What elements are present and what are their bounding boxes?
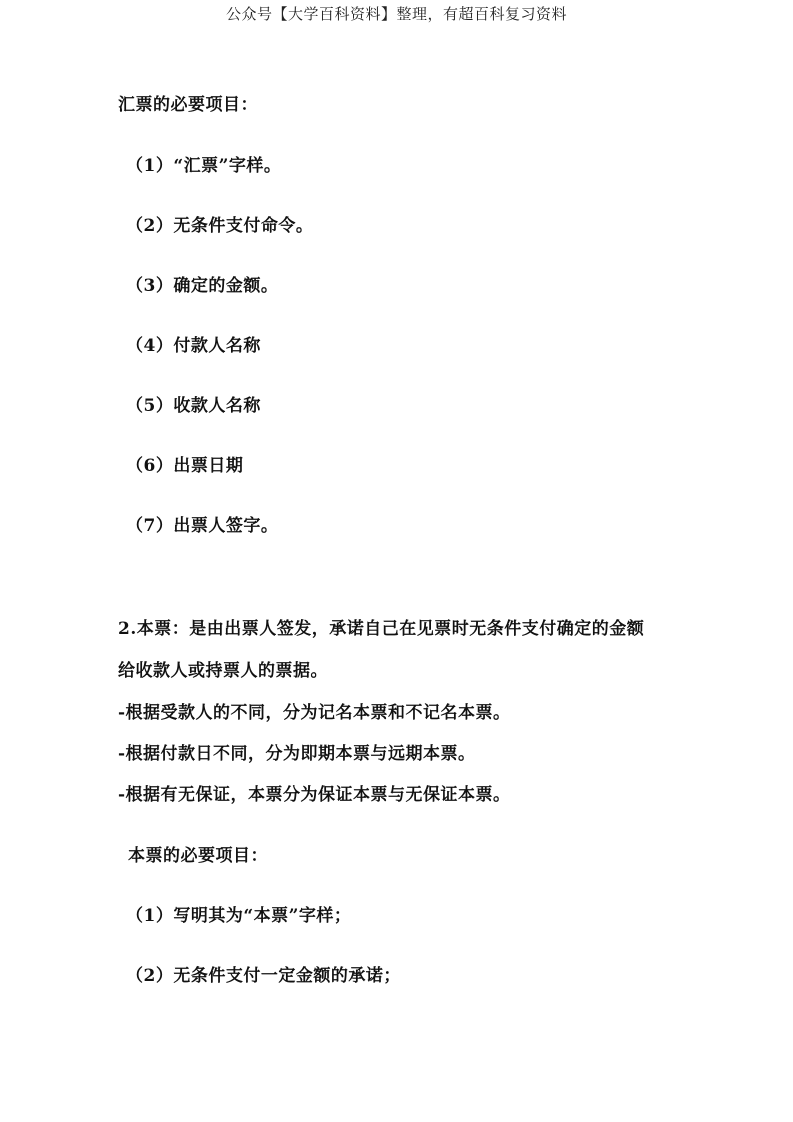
classification-line-1: -根据受款人的不同，分为记名本票和不记名本票。 bbox=[118, 703, 511, 723]
bill-heading: 汇票的必要项目： bbox=[118, 95, 258, 115]
bill-item-6: （6）出票日期 bbox=[126, 456, 244, 476]
promissory-heading: 本票的必要项目： bbox=[128, 846, 268, 866]
bill-item-4: （4）付款人名称 bbox=[126, 336, 261, 356]
promissory-item-2: （2）无条件支付一定金额的承诺； bbox=[126, 966, 401, 986]
bill-item-7: （7）出票人签字。 bbox=[126, 516, 279, 536]
promissory-definition-line-2: 给收款人或持票人的票据。 bbox=[118, 661, 328, 681]
classification-line-2: -根据付款日不同，分为即期本票与远期本票。 bbox=[118, 744, 476, 764]
classification-line-3: -根据有无保证，本票分为保证本票与无保证本票。 bbox=[118, 785, 511, 805]
page-header: 公众号【大学百科资料】整理，有超百科复习资料 bbox=[225, 5, 567, 23]
promissory-item-1: （1）写明其为“本票”字样； bbox=[126, 906, 352, 926]
bill-item-2: （2）无条件支付命令。 bbox=[126, 216, 314, 236]
bill-item-5: （5）收款人名称 bbox=[126, 396, 261, 416]
promissory-definition-line-1: 2.本票：是由出票人签发，承诺自己在见票时无条件支付确定的金额 bbox=[118, 619, 645, 639]
bill-item-1: （1）“汇票”字样。 bbox=[126, 156, 282, 176]
bill-item-3: （3）确定的金额。 bbox=[126, 276, 279, 296]
